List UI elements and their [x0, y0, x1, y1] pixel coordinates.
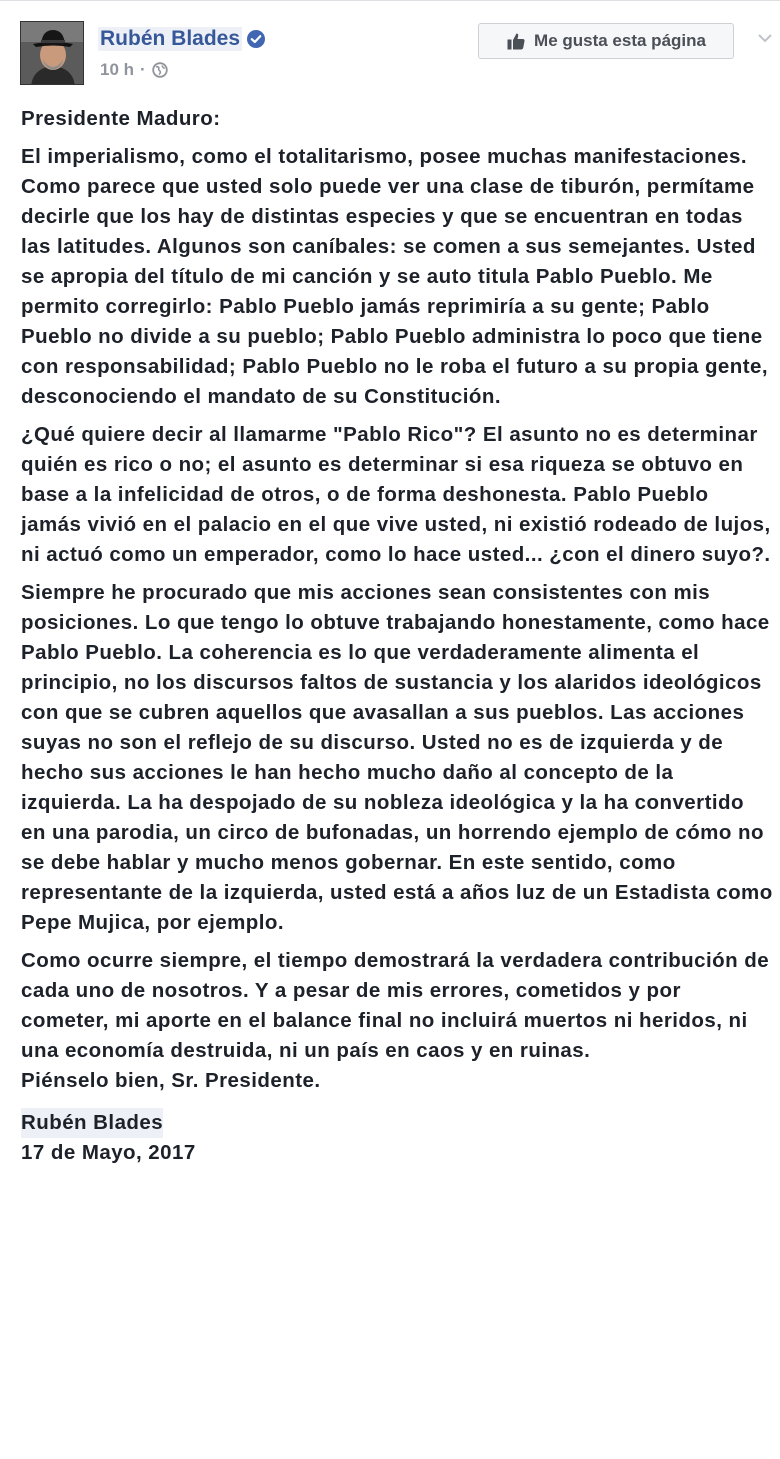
name-row — [98, 25, 265, 53]
post-paragraph-3: Siempre he procurado que mis acciones sean consistentes con mis posiciones. Lo que tengo lo obtuve trabajando honestamente, como hace Pablo Pueblo. La coherencia es lo que verdaderamente alimenta el principio, no los discursos faltos de sustancia y los alaridos ideológicos con que se cubren aquellos que avasallan a sus pueblos. Las acciones suyas no son el reflejo de su discurso. Usted no es de izquierda y de hecho sus acciones le han hecho mucho daño al concepto de la izquierda. La ha despojado de su nobleza ideológica y la ha convertido en una parodia, un circo de bufonadas, un horrendo ejemplo de cómo no se debe hablar y mucho menos gobernar. En este sentido, como representante de la izquierda, usted está a años luz de un Estadista como Pepe Mujica, por ejemplo. — [21, 581, 773, 934]
verified-badge-icon — [247, 30, 265, 48]
post-timestamp[interactable]: 10 h — [100, 60, 135, 79]
page-name-link[interactable]: Rubén Blades — [100, 27, 241, 50]
globe-icon[interactable] — [152, 62, 168, 78]
signature-name: Rubén Blades — [21, 1108, 163, 1138]
meta-separator: · — [140, 60, 146, 79]
post-header — [20, 21, 775, 89]
like-button-label: Me gusta esta página — [534, 31, 706, 50]
post-paragraph-2: ¿Qué quiere decir al llamarme "Pablo Rico"? El asunto no es determinar quién es rico o no; el asunto es determinar si esa riqueza se obtuvo en base a la infelicidad de otros, o de forma deshonesta. Pablo Pueblo jamás vivió en el palacio en el que vive usted, ni existió rodeado de lujos, ni actuó como un emperador, como lo hace usted... ¿con el dinero suyo?. — [21, 423, 771, 566]
post-meta — [100, 59, 168, 81]
post-closing: Piénselo bien, Sr. Presidente. — [21, 1069, 321, 1092]
avatar[interactable] — [20, 21, 84, 85]
like-page-button[interactable] — [478, 23, 734, 59]
avatar-portrait-icon — [21, 22, 84, 85]
post-body — [21, 104, 773, 1168]
thumbs-up-icon — [506, 31, 526, 51]
post-paragraph-1: El imperialismo, como el totalitarismo, posee muchas manifestaciones. Como parece que usted solo puede ver una clase de tiburón, permítame decirle que los hay de distintas especies y que se encuentran en todas las latitudes. Algunos son caníbales: se comen a sus semejantes. Usted se apropia del título de mi canción y se auto titula Pablo Pueblo. Me permito corregirlo: Pablo Pueblo jamás reprimiría a su gente; Pablo Pueblo no divide a su pueblo; Pablo Pueblo administra lo poco que tiene con responsabilidad; Pablo Pueblo no le roba el futuro a su propia gente, desconociendo el mandato de su Constitución. — [21, 145, 769, 408]
post-salutation: Presidente Maduro: — [21, 107, 221, 130]
chevron-down-icon[interactable] — [756, 29, 774, 47]
post-paragraph-4: Como ocurre siempre, el tiempo demostrará la verdadera contribución de cada uno de nosotros. Y a pesar de mis errores, cometidos y por cometer, mi aporte en el balance final no incluirá muertos ni heridos, ni una economía destruida, ni un país en caos y en ruinas. — [21, 949, 770, 1062]
signature-date: 17 de Mayo, 2017 — [21, 1141, 196, 1164]
